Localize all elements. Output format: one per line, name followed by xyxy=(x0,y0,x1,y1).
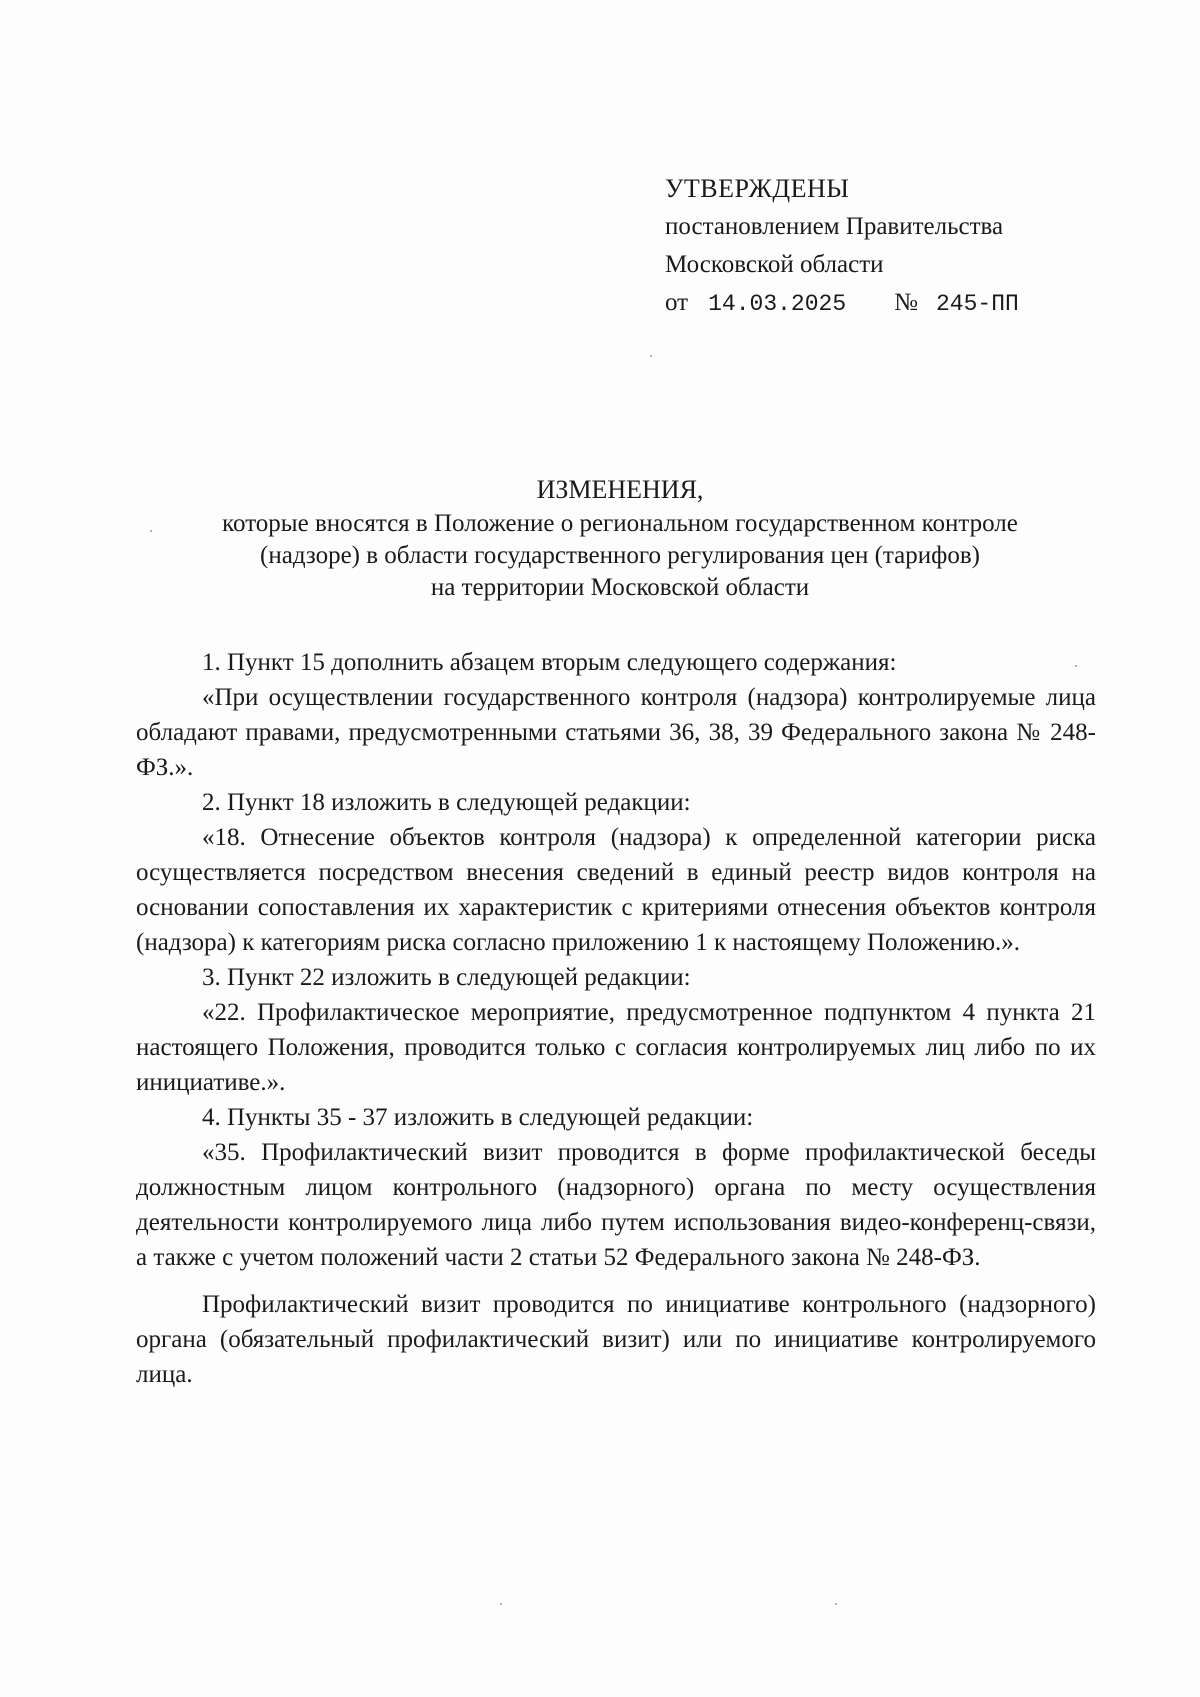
paragraph-1: 1. Пункт 15 дополнить абзацем вторым следующего содержания: xyxy=(202,649,897,676)
title-line-1: которые вносятся в Положение о региональном государственном контроле xyxy=(222,510,1018,537)
paragraph-7: 4. Пункты 35 - 37 изложить в следующей редакции: xyxy=(202,1104,754,1131)
title-heading: ИЗМЕНЕНИЯ, xyxy=(536,475,704,504)
scan-speck xyxy=(650,355,652,357)
paragraph-4: «18. Отнесение объектов контроля (надзора) к определенной категории риска осуществляется посредством внесения сведений в единый реестр видов контроля на основании сопоставления их характеристик с критериями отнесения объектов контроля (надзора) к категориям риска согласно приложению 1 к настоящему Положению.». xyxy=(136,824,1096,956)
title-line-3: на территории Московской области xyxy=(430,574,810,601)
paragraph-6: «22. Профилактическое мероприятие, предусмотренное подпунктом 4 пункта 21 настоящего Положения, проводится только с согласия контролируемых лиц либо по их инициативе.». xyxy=(136,999,1096,1096)
paragraph-3: 2. Пункт 18 изложить в следующей редакции: xyxy=(202,789,691,816)
number-label: № xyxy=(894,289,918,316)
approval-date: 14.03.2025 xyxy=(708,291,847,317)
scan-speck xyxy=(835,1603,837,1605)
scan-speck xyxy=(500,1603,502,1605)
approval-number: 245-ПП xyxy=(936,291,1019,317)
approval-date-row xyxy=(665,284,1125,323)
document-title xyxy=(130,474,1110,604)
paragraph-9: Профилактический визит проводится по инициативе контрольного (надзорного) органа (обязательный профилактический визит) или по инициативе контролируемого лица. xyxy=(136,1291,1096,1388)
scan-speck xyxy=(1075,665,1077,667)
paragraph-8: «35. Профилактический визит проводится в форме профилактической беседы должностным лицом контрольного (надзорного) органа по месту осуществления деятельности контролируемого лица либо путем использования видео-конференц-связи, а также с учетом положений части 2 статьи 52 Федерального закона № 248-ФЗ. xyxy=(136,1139,1096,1271)
from-label: от xyxy=(665,289,689,316)
approval-region-line: Московской области xyxy=(665,251,884,278)
approval-block xyxy=(665,170,1125,323)
approval-authority-line: постановлением Правительства xyxy=(665,213,1004,240)
title-line-2: (надзоре) в области государственного регулирования цен (тарифов) xyxy=(260,542,980,569)
scan-speck xyxy=(150,530,152,532)
document-body xyxy=(136,645,1096,1392)
approved-heading: УТВЕРЖДЕНЫ xyxy=(665,174,850,203)
paragraph-2: «При осуществлении государственного контроля (надзора) контролируемые лица обладают правами, предусмотренными статьями 36, 38, 39 Федерального закона № 248-ФЗ.». xyxy=(136,684,1096,781)
paragraph-5: 3. Пункт 22 изложить в следующей редакции: xyxy=(202,964,691,991)
